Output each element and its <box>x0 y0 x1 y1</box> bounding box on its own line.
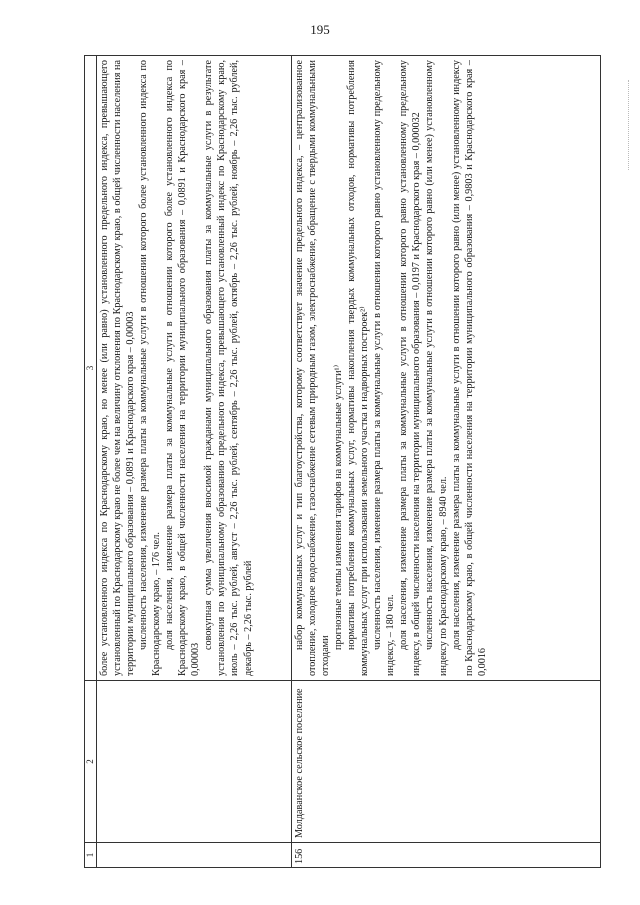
header-col-3: 3 <box>85 56 97 681</box>
header-col-1: 1 <box>85 843 97 868</box>
continuation-number-cell <box>97 843 292 868</box>
row-156-paragraph: набор коммунальных услуг и тип благоустройства, которому соответствует значение предельного индекса, – централизованное отопление, холодное водоснабжение, газоснабжение сетевым природным газом, электроснабжение, обращение с твердыми коммунальными отходами <box>294 60 332 676</box>
rotated-table-wrapper <box>84 56 601 868</box>
continuation-paragraph: численность населения, изменение размера платы за коммунальные услуги в отношении которого более установленного индекса по Краснодарскому краю, – 176 чел. <box>138 60 163 676</box>
scan-edge-mark <box>628 80 635 170</box>
continuation-paragraph: доля населения, изменение размера платы за коммунальные услуги в отношении которого более установленного индекса по Краснодарскому краю, в общей численности населения на территории муниципального образования – 0,0891 и Краснодарского края – 0,00003 <box>164 60 202 676</box>
row-156-paragraph: доля населения, изменение размера платы за коммунальные услуги в отношении которого равно (или менее) установленному индексу по Краснодарскому краю, в общей численности населения на территории муниципального образования – 0,9803 и Краснодарского края – 0,0016 <box>450 60 488 676</box>
row-156-paragraph: нормативы потребления коммунальных услуг, нормативы накопления твердых коммунальных отходов, нормативы потребления коммунальных услуг при использовании земельного участка и надворных построек²⁾ <box>346 60 371 676</box>
row-156-paragraph: доля населения, изменение размера платы за коммунальные услуги в отношении которого равно установленному предельному индексу, в общей численности населения на территории муниципального образования – 0,0197 и Краснодарского края – 0,000032 <box>398 60 423 676</box>
row-156-paragraph: прогнозные темпы изменения тарифов на коммунальные услуги¹⁾ <box>333 364 345 650</box>
continuation-text-cell <box>97 56 292 681</box>
header-col-2: 2 <box>85 681 97 843</box>
page-number: 195 <box>310 22 330 37</box>
settlement-name: Молдаванское сельское поселение <box>292 681 601 843</box>
row-156-paragraph: численность населения, изменение размера платы за коммунальные услуги в отношении которого равно установленному предельному индексу, – 180 чел. <box>372 60 397 676</box>
continuation-settlement-cell <box>97 681 292 843</box>
tariff-table <box>84 55 601 868</box>
continuation-paragraph: более установленного индекса по Краснодарскому краю, но менее (или равно) установленного предельного индекса, превышающего установленный по Краснодарскому краю не более чем на величину отклонения по Краснодарскому краю, в общей численности населения на территории муниципального образования – 0,0891 и Краснодарского края – 0,00003 <box>99 60 137 676</box>
table-row-continuation <box>97 56 292 868</box>
row-number: 156 <box>292 843 601 868</box>
row-156-text-cell <box>292 56 601 681</box>
row-156-paragraph: численность населения, изменение размера платы за коммунальные услуги в отношении которого равно (или менее) установленному индексу по Краснодарскому краю, – 8940 чел. <box>424 60 449 676</box>
continuation-paragraph: совокупная сумма увеличения вносимой гражданами муниципального образования платы за коммунальные услуги в результате установления по муниципальному образованию предельного индекса, превышающего установленный индекс по Краснодарскому краю, июль – 2,26 тыс. рублей, август – 2,26 тыс. рублей, сентябрь – 2,26 тыс. рублей, октябрь – 2,26 тыс. рублей, ноябрь – 2,26 тыс. рублей, декабрь – 2,26 тыс. рублей <box>203 60 254 676</box>
table-row-156 <box>292 56 601 868</box>
table-header-row <box>85 56 97 868</box>
